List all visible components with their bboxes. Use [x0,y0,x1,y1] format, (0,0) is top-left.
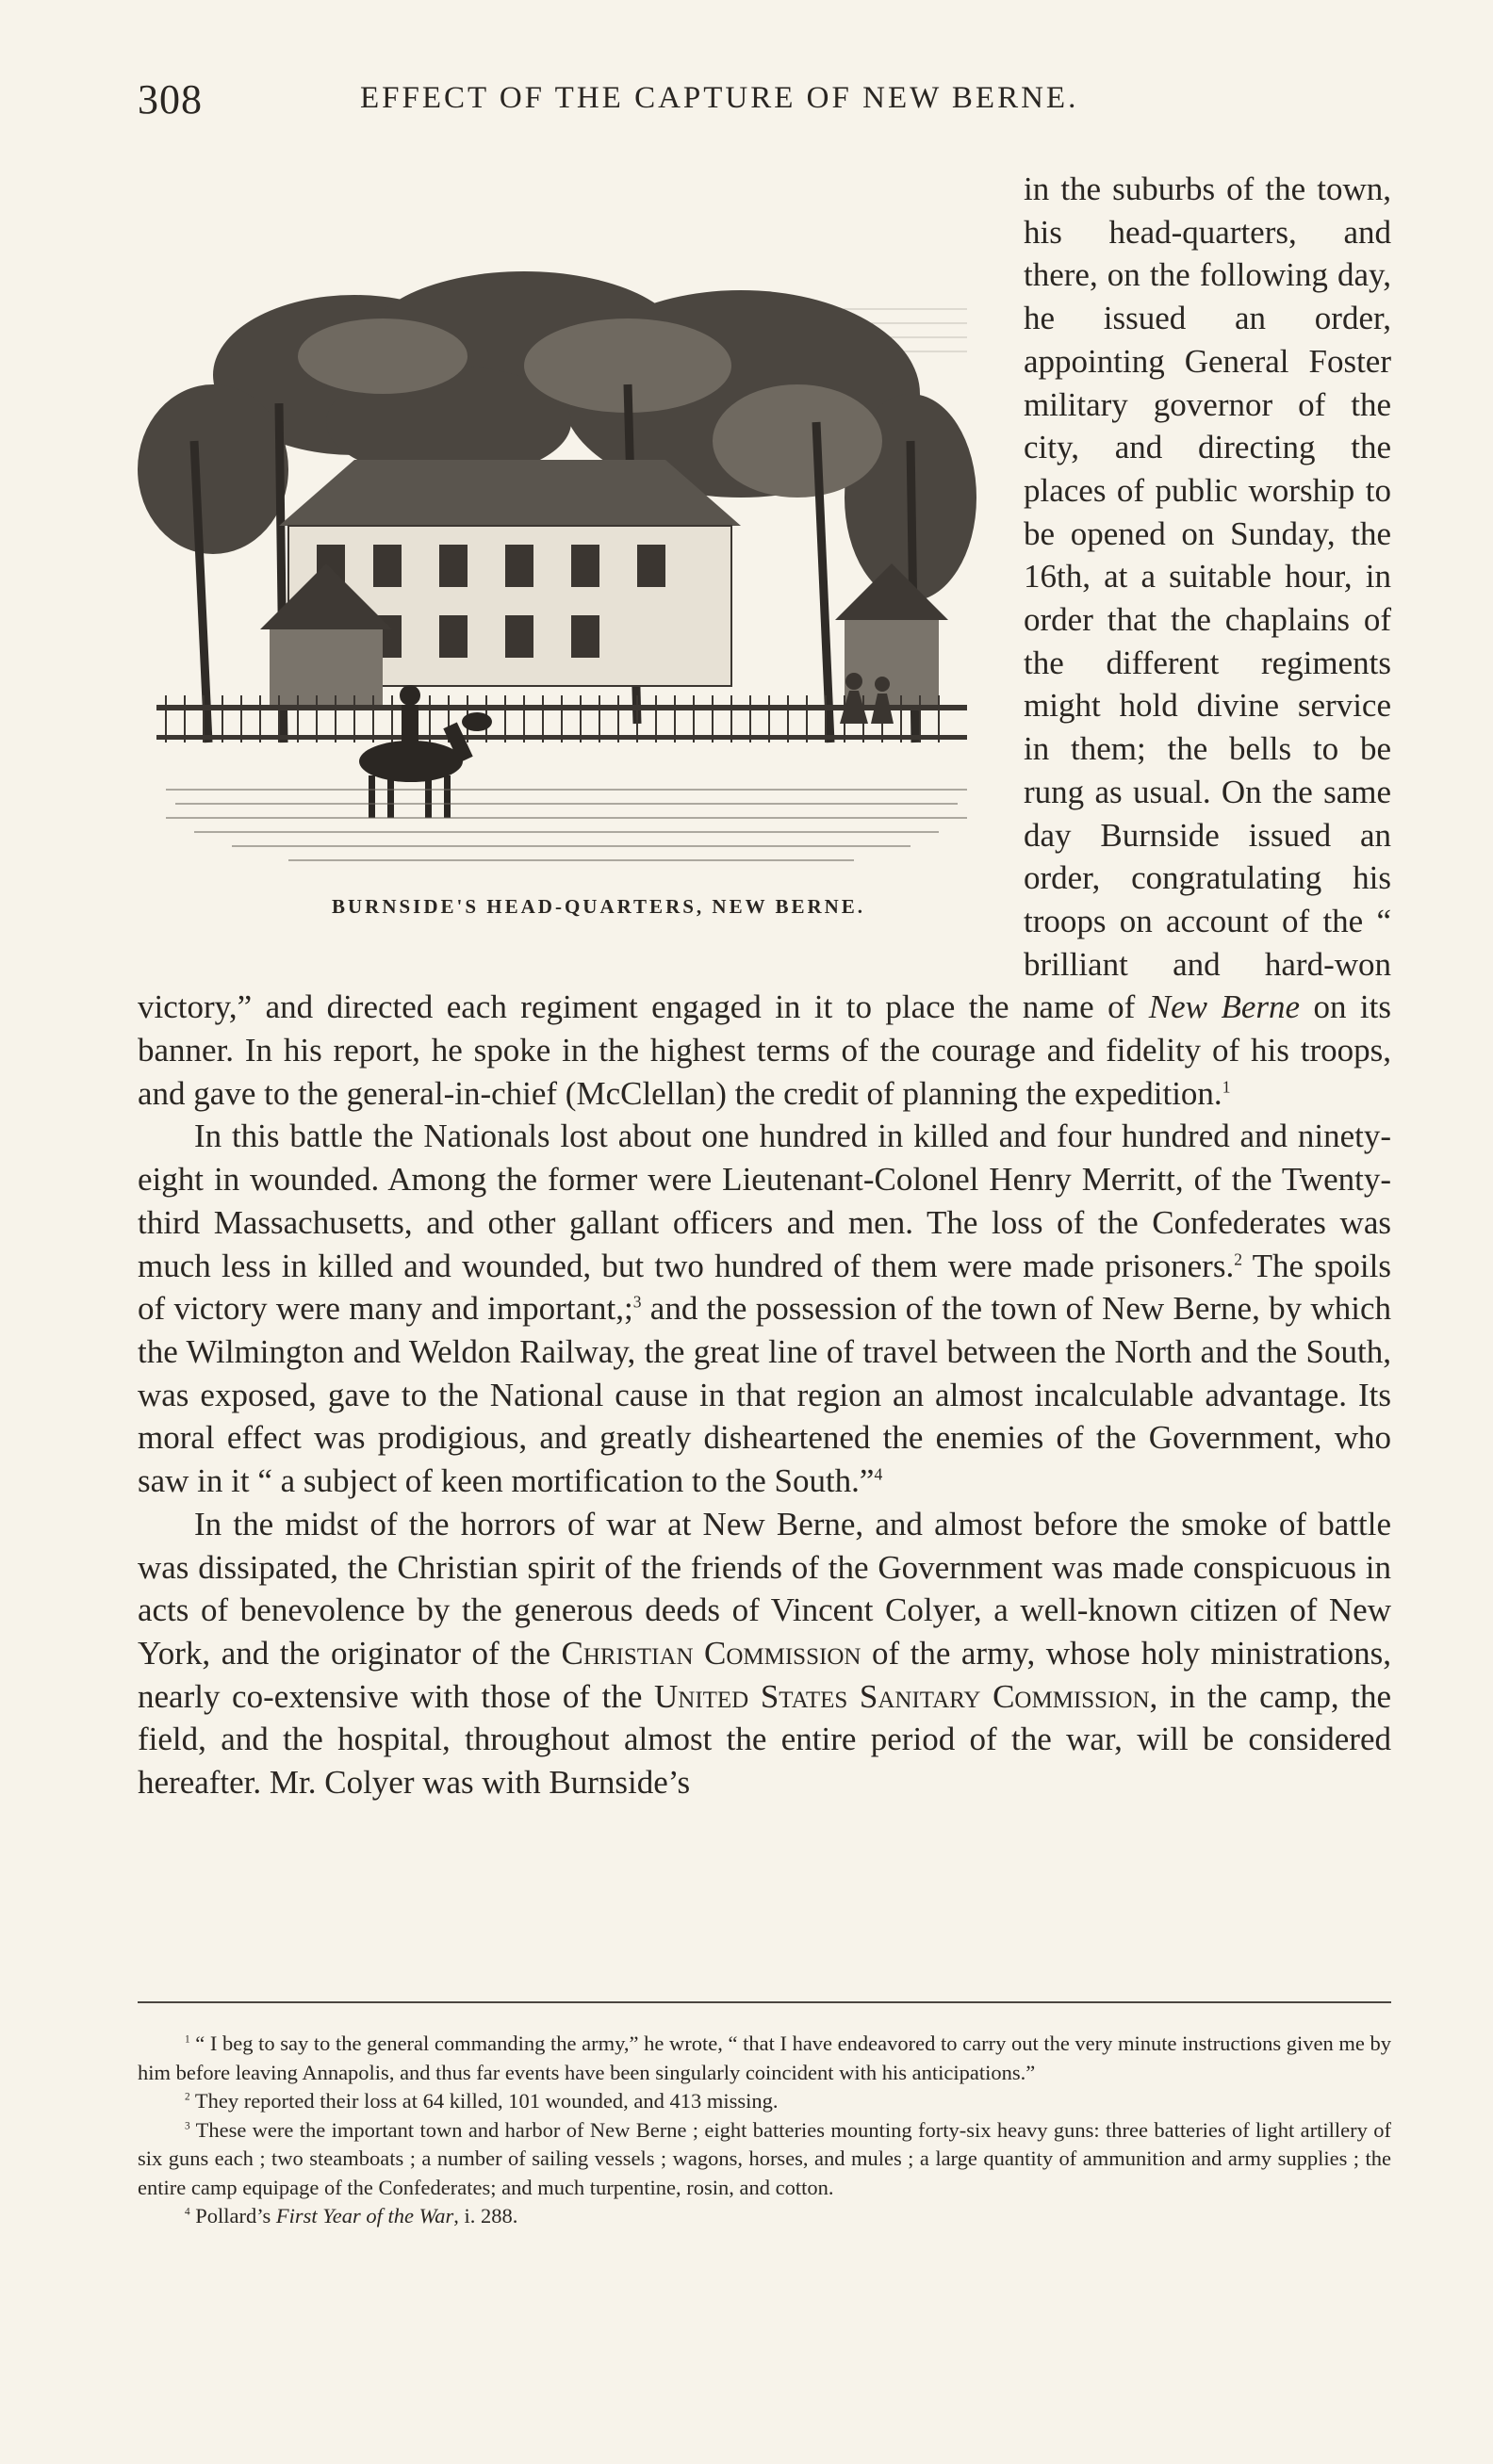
footnote-4 [138,2202,1391,2231]
sanitary-commission: United States Sanitary Commission [653,1677,1150,1715]
p1-italic-new-berne: New Berne [1148,988,1301,1026]
p2-text-b: The spoils of victory were many and important,; [138,1247,1391,1328]
p3-text-a: In the midst of the horrors of war at New Berne, and almost before the smoke of battle was dissipated, the Christian spirit of the friends of the Government was made conspicuous in acts of benevolence by the generous deeds of Vincent Colyer, a well-known citizen of New York, and the originator of the [138,1505,1391,1672]
footnote-4-mark: 4 [185,2206,190,2218]
p3-text-b: of the army, whose holy ministrations, nearly co-extensive with those of the [138,1634,1391,1715]
page-number: 308 [138,76,203,122]
footnote-3-text: These were the important town and harbor of New Berne ; eight batteries mounting forty-six heavy guns: three batteries of light artillery of six guns each ; two steamboats ; a number of sailing vessels ; wagons, horses, and mules ; a large quantity of ammunition and army supplies ; the entire camp equipage of the Confederates; and much turpentine, rosin, and cotton. [138,2117,1391,2199]
paragraph-2 [138,1115,1391,1502]
figure-burnside-headquarters [138,253,986,945]
footnote-1-mark: 1 [185,2033,190,2046]
running-head: EFFECT OF THE CAPTURE OF NEW BERNE. [360,81,1079,115]
footnote-1 [138,2030,1391,2087]
footnote-4-text-b: , i. 288. [453,2204,518,2227]
footnote-2-text: They reported their loss at 64 killed, 101 wounded, and 413 missing. [189,2089,779,2113]
footnote-3-mark: 3 [185,2120,190,2131]
footnote-2 [138,2087,1391,2116]
footnote-2-mark: 2 [185,2091,190,2103]
paragraph-3 [138,1503,1391,1804]
footnote-ref-3[interactable]: 3 [632,1292,642,1312]
p1-text-b: on its banner. In his report, he spoke in the highest terms of the courage and fidelity of his troops, and gave to the general-in-chief (McClellan) the credit of planning the expedition. [138,988,1391,1112]
figure-caption: BURNSIDE'S HEAD-QUARTERS, NEW BERNE. [332,895,866,918]
p1-text-a: in the suburbs of the town, his head-quarters, and there, on the following day, he issued an order, appointing General Foster military governor of the city, and directing the places of public worship to be opened on Sunday, the 16th, at a suitable hour, in order that the chaplains of the different regiments might hold divine service in them; the bells to be rung as usual. On the same day Burnside issued an order, congratulating his troops on account of the “ brilliant and hard-won victory,” and directed each regiment engaged in it to place the name of [138,171,1391,1026]
body-text [138,168,1391,1804]
p3-text-c: , in the camp, the field, and the hospital, throughout almost the entire period of the war, will be considered hereafter. Mr. Colyer was with Burnside’s [138,1677,1391,1802]
christian-commission: Christian Commission [561,1634,861,1672]
footnote-1-text: “ I beg to say to the general commanding the army,” he wrote, “ that I have endeavored to carry out the very minute instructions given me by him before leaving Annapolis, and thus far events have been singularly coincident with his anticipations.” [138,2032,1391,2084]
footnote-ref-2[interactable]: 2 [1234,1248,1242,1268]
paragraph-1 [138,168,1391,1115]
footnote-rule [138,2001,1391,2003]
p2-text-c: and the possession of the town of New Berne, by which the Wilmington and Weldon Railway, the great line of travel between the North and the South, was exposed, gave to the National cause in that region an almost incalculable advantage. Its moral effect was prodigious, and greatly disheartened the enemies of the Government, who saw in it “ a subject of keen mortification to the South.” [138,1290,1391,1500]
footnote-ref-4[interactable]: 4 [874,1464,883,1484]
footnote-4-italic: First Year of the War [275,2204,454,2227]
footnote-ref-1[interactable]: 1 [1222,1077,1231,1097]
footnote-3 [138,2116,1391,2203]
p2-text-a: In this battle the Nationals lost about one hundred in killed and four hundred and ninety-eight in wounded. Among the former were Lieutenant-Colonel Henry Merritt, of the Twenty-third Massachusetts, and other gallant officers and men. The loss of the Confederates was much less in killed and wounded, but two hundred of them were made prisoners. [138,1118,1391,1284]
footnote-4-text-a: Pollard’s [189,2204,276,2227]
footnotes [138,2030,1391,2231]
engraving-illustration [138,253,986,874]
